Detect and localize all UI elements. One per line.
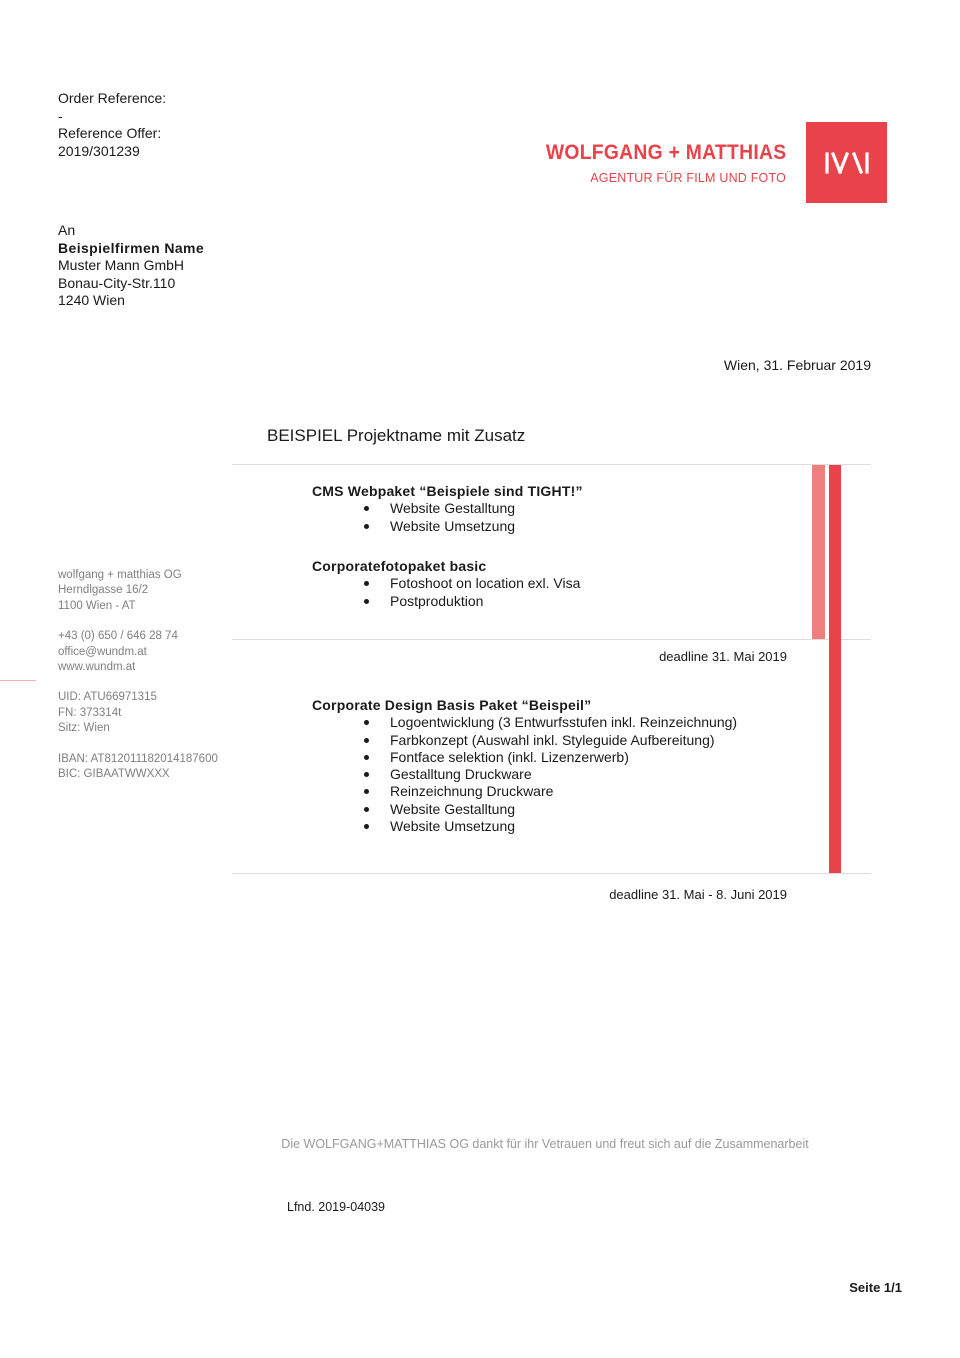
timeline-bar-long (829, 465, 841, 873)
package-title: Corporate Design Basis Paket “Beispeil” (312, 697, 592, 713)
recipient-name: Beispielfirmen Name (58, 239, 205, 256)
timeline-bar-short (812, 465, 825, 639)
document-date: Wien, 31. Februar 2019 (723, 357, 871, 373)
package-block (312, 697, 737, 835)
reference-offer-label: Reference Offer: (58, 125, 162, 141)
recipient-address (58, 222, 204, 310)
list-item: Gestalltung Druckware (312, 766, 737, 783)
list-item: Postproduktion (312, 593, 580, 610)
deadline-text: deadline 31. Mai - 8. Juni 2019 (609, 887, 787, 902)
thanks-note: Die WOLFGANG+MATTHIAS OG dankt für ihr Vetrauen und freut sich auf die Zusammenarbeit (281, 1137, 809, 1151)
order-references (58, 90, 166, 160)
side-accent-line (0, 680, 36, 681)
brand-subtitle: AGENTUR FÜR FILM UND FOTO (590, 171, 786, 185)
company-phone: +43 (0) 650 / 646 28 74 (58, 630, 178, 643)
deadline-text: deadline 31. Mai 2019 (659, 649, 787, 664)
list-item: Logoentwicklung (3 Entwurfsstufen inkl. Reinzeichnung) (312, 714, 737, 731)
package-block (312, 483, 583, 535)
list-item: Farbkonzept (Auswahl inkl. Styleguide Aufbereitung) (312, 732, 737, 749)
company-web: www.wundm.at (58, 661, 136, 674)
company-sitz: Sitz: Wien (58, 722, 110, 735)
company-street: Herndlgasse 16/2 (58, 584, 149, 597)
running-number: Lfnd. 2019-04039 (287, 1200, 386, 1214)
project-title: BEISPIEL Projektname mit Zusatz (267, 426, 526, 445)
package-title: CMS Webpaket “Beispiele sind TIGHT!” (312, 483, 583, 499)
order-reference-label: Order Reference: (58, 90, 167, 106)
company-email: office@wundm.at (58, 645, 147, 658)
package-items (312, 575, 580, 610)
list-item: Website Gestalltung (312, 801, 737, 818)
package-items (312, 714, 737, 835)
recipient-city: 1240 Wien (58, 292, 125, 308)
brand-logo (806, 122, 887, 203)
brand-name: WOLFGANG + MATTHIAS (545, 141, 786, 164)
company-name: wolfgang + matthias OG (58, 569, 182, 581)
list-item: Website Gestalltung (312, 500, 583, 517)
company-city: 1100 Wien - AT (58, 599, 136, 612)
divider-middle (232, 639, 871, 640)
package-block (312, 558, 580, 610)
order-reference-value: - (58, 107, 63, 124)
company-iban: IBAN: AT812011182014187600 (58, 752, 218, 765)
package-items (312, 500, 583, 535)
reference-offer-value: 2019/301239 (58, 142, 140, 159)
list-item: Reinzeichnung Druckware (312, 783, 737, 800)
list-item: Fotoshoot on location exl. Visa (312, 575, 580, 592)
list-item: Website Umsetzung (312, 518, 583, 535)
page-number: Seite 1/1 (849, 1280, 902, 1295)
company-uid: UID: ATU66971315 (58, 691, 157, 704)
company-info (58, 568, 218, 782)
company-fn: FN: 373314t (58, 706, 122, 719)
divider-top (232, 464, 871, 465)
list-item: Website Umsetzung (312, 818, 737, 835)
divider-bottom (232, 873, 871, 874)
recipient-company: Muster Mann GmbH (58, 257, 185, 273)
recipient-street: Bonau-City-Str.110 (58, 274, 176, 291)
list-item: Fontface selektion (inkl. Lizenzerwerb) (312, 749, 737, 766)
company-bic: BIC: GIBAATWWXXX (58, 768, 170, 781)
recipient-prefix: An (58, 222, 76, 238)
wm-monogram-icon (824, 152, 870, 174)
package-title: Corporatefotopaket basic (312, 558, 487, 574)
